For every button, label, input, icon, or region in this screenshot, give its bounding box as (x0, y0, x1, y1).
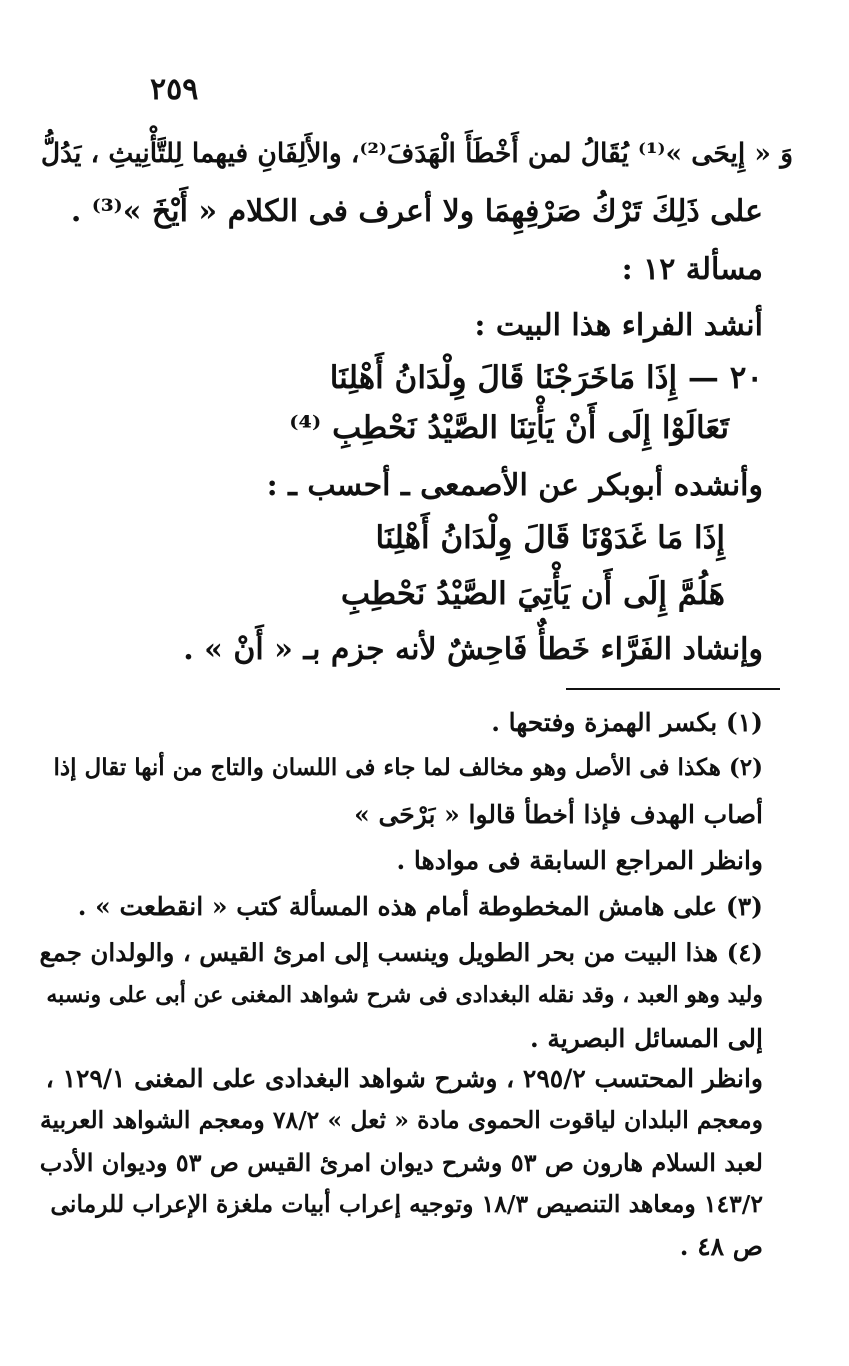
footnote-2-line-2: أصاب الهدف فإذا أخطأ قالوا « بَرْحَى » (354, 800, 763, 829)
main-text-line-1: وَ « إِيحَى »⁽¹⁾ يُقَالُ لمن أَخْطَأَ الْهَدَفَ⁽²⁾، والأَلِفَانِ فيهما لِلتَّأْنِيثِ ، يَدُلُّ (40, 138, 793, 169)
verse-1-first-hemistich: ٢٠ — إِذَا مَاخَرَجْنَا قَالَ وِلْدَانُ أَهْلِنَا (329, 360, 763, 396)
footnote-4-line-1: (٤) هذا البيت من بحر الطويل وينسب إلى امرئ القيس ، والولدان جمع (39, 938, 763, 967)
footnote-4-line-5: ومعجم البلدان لياقوت الحموى مادة « ثعل » ٧٨/٢ ومعجم الشواهد العربية (39, 1106, 763, 1134)
conclusion-line: وإنشاد الفَرَّاء خَطأٌ فَاحِشٌ لأنه جزم بـ « أَنْ » . (183, 632, 763, 667)
intro-line-1: أنشد الفراء هذا البيت : (474, 308, 763, 343)
issue-heading: مسألة ١٢ : (621, 252, 763, 287)
verse-2-second-hemistich: هَلُمَّ إِلَى أَن يَأْتِيَ الصَّيْدُ نَحْطِبِ (340, 576, 725, 612)
footnote-4-line-6: لعبد السلام هارون ص ٥٣ وشرح ديوان امرئ القيس ص ٥٣ وديوان الأدب (39, 1148, 763, 1177)
footnote-3: (٣) على هامش المخطوطة أمام هذه المسألة كتب « انقطعت » . (77, 892, 763, 921)
footnote-4-line-8: ص ٤٨ . (679, 1232, 763, 1261)
footnote-4-line-2: وليد وهو العبد ، وقد نقله البغدادى فى شرح شواهد المغنى عن أبى على ونسبه (46, 982, 763, 1008)
page-number: ٢٥٩ (150, 72, 199, 107)
main-text-line-2: على ذَلِكَ تَرْكُ صَرْفِهِمَا ولا أعرف فى الكلام « أَيْخَ »⁽³⁾ . (70, 194, 763, 229)
footnote-4-line-3: إلى المسائل البصرية . (530, 1024, 763, 1053)
intro-line-2: وأنشده أبوبكر عن الأصمعى ـ أحسب ـ : (266, 468, 763, 503)
footnote-2-line-3: وانظر المراجع السابقة فى موادها . (396, 846, 763, 875)
verse-1-second-hemistich: تَعَالَوْا إِلَى أَنْ يَأْتِنَا الصَّيْدُ نَحْطِبِ ⁽⁴⁾ (289, 410, 729, 446)
footnote-4-line-4: وانظر المحتسب ٢٩٥/٢ ، وشرح شواهد البغدادى على المغنى ١٢٩/١ ، (45, 1064, 763, 1093)
footnote-divider (566, 688, 780, 690)
footnote-1: (١) بكسر الهمزة وفتحها . (491, 708, 763, 737)
footnote-2-line-1: (٢) هكذا فى الأصل وهو مخالف لما جاء فى اللسان والتاج من أنها تقال إذا (53, 754, 763, 781)
verse-2-first-hemistich: إِذَا مَا غَدَوْنَا قَالَ وِلْدَانُ أَهْلِنَا (375, 520, 725, 556)
footnote-4-line-7: ١٤٣/٢ ومعاهد التنصيص ١٨/٣ وتوجيه إعراب أبيات ملغزة الإعراب للرمانى (50, 1190, 763, 1218)
